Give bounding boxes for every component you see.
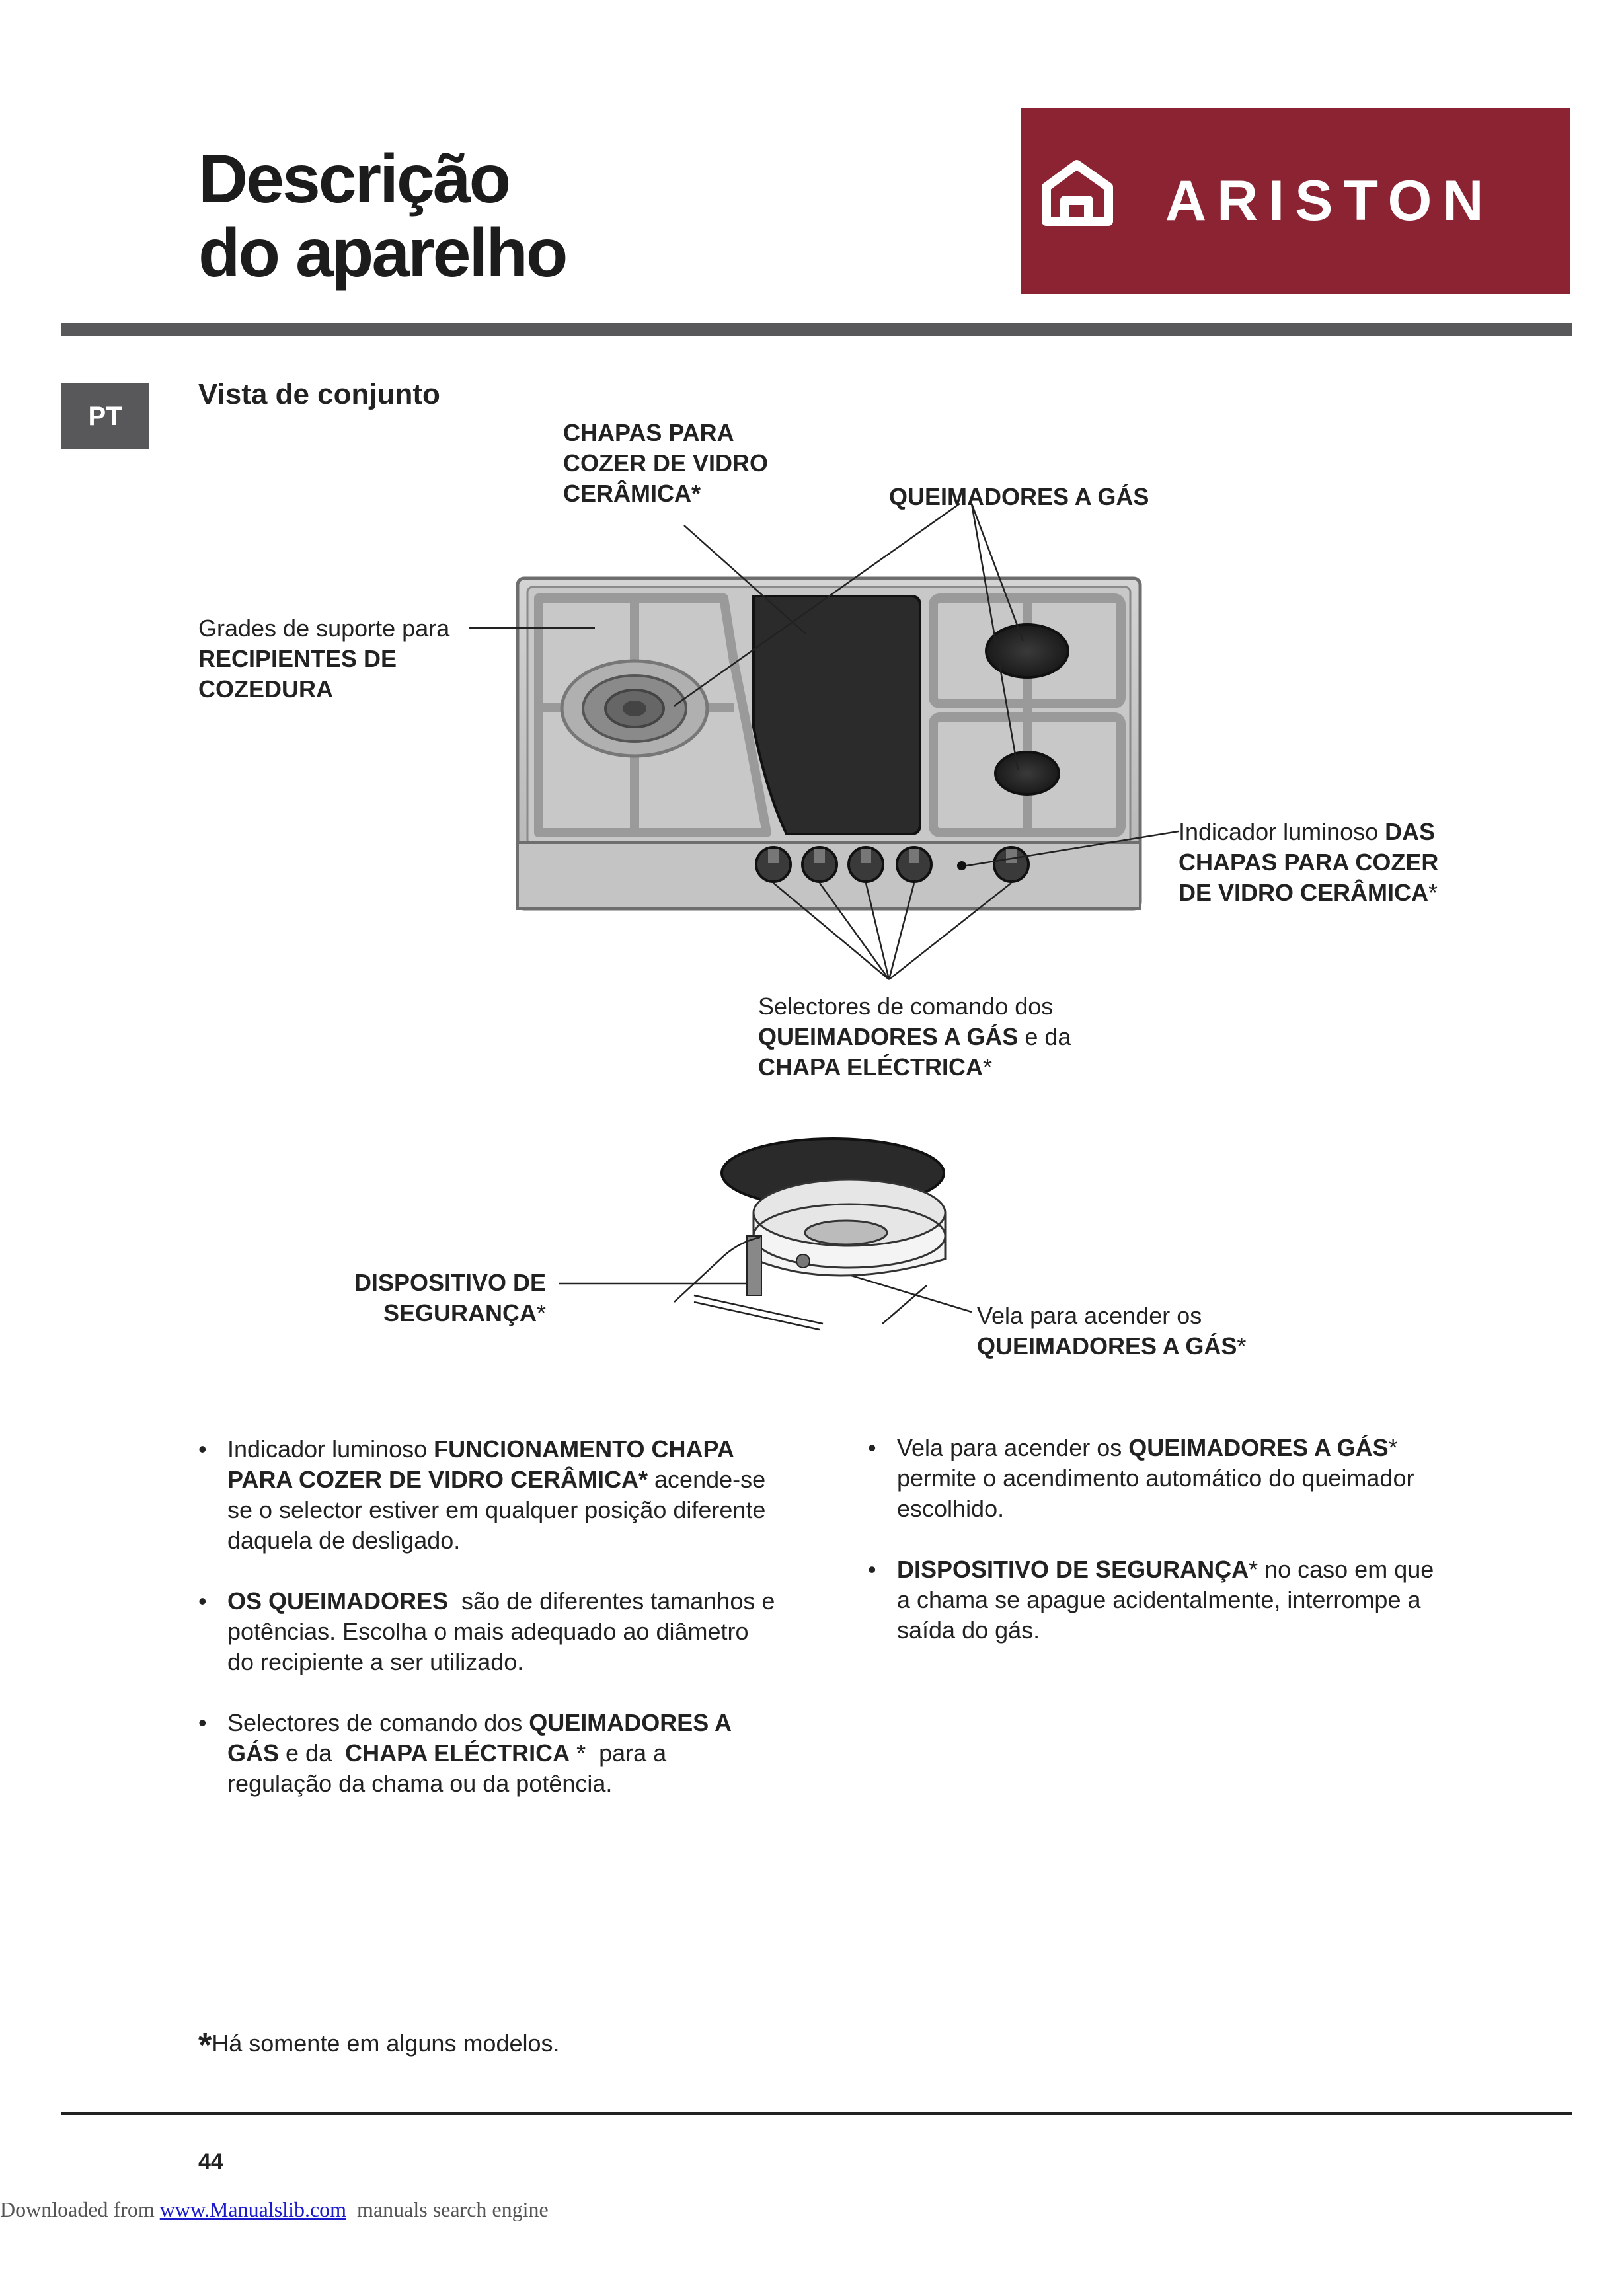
- title-line-2: do aparelho: [198, 215, 566, 291]
- footer-rule: [61, 2112, 1572, 2115]
- label-indicator: Indicador luminoso DAS CHAPAS PARA COZER DE VIDRO CERÂMICA*: [1179, 818, 1439, 906]
- language-tab: PT: [61, 383, 149, 449]
- brand-name: ARISTON: [1165, 169, 1494, 233]
- label-selectors: Selectores de comando dos QUEIMADORES A GÁS e da CHAPA ELÉCTRICA*: [758, 993, 1071, 1081]
- label-spark-plug: Vela para acender os QUEIMADORES A GÁS*: [977, 1302, 1247, 1359]
- title-line-1: Descrição: [198, 141, 510, 217]
- footnote: *Há somente em alguns modelos.: [198, 2026, 560, 2065]
- bullet-spark: • Vela para acender os QUEIMADORES A GÁS* permite o acendimento automático do queimador escolhido.: [868, 1434, 1414, 1522]
- wok-burner: [562, 661, 707, 756]
- manualslib-link[interactable]: www.Manualslib.com: [159, 2198, 347, 2221]
- burner-detail: [674, 1139, 945, 1330]
- label-safety-device: DISPOSITIVO DE SEGURANÇA*: [354, 1269, 546, 1326]
- label-gas-burners: QUEIMADORES A GÁS: [889, 483, 1149, 510]
- label-ceramic-plates: CHAPAS PARA COZER DE VIDRO CERÂMICA*: [563, 419, 769, 507]
- page-number: 44: [198, 2149, 223, 2174]
- gas-burner-top: [986, 625, 1068, 677]
- bullet-indicator: • Indicador luminoso FUNCIONAMENTO CHAPA PARA COZER DE VIDRO CERÂMICA* acende-se se o selector estiver em qualquer posição diferente daquela de desligado.: [198, 1435, 766, 1554]
- label-grids: Grades de suporte para RECIPIENTES DE COZEDURA: [198, 615, 450, 703]
- bullet-safety: • DISPOSITIVO DE SEGURANÇA* no caso em que a chama se apague acidentalmente, interrompe a saída do gás.: [868, 1556, 1434, 1644]
- gas-burner-bottom: [995, 752, 1059, 794]
- section-title: Vista de conjunto: [198, 378, 440, 410]
- download-notice: Downloaded from www.Manualslib.com manuals search engine: [0, 2198, 549, 2221]
- indicator-light: [957, 861, 966, 870]
- bullet-selectors: • Selectores de comando dos QUEIMADORES A GÁS e da CHAPA ELÉCTRICA * para a regulação da chama ou da potência.: [198, 1709, 732, 1797]
- bullet-burners: • OS QUEIMADORES são de diferentes tamanhos e potências. Escolha o mais adequado ao diâmetro do recipiente a ser utilizado.: [198, 1588, 775, 1675]
